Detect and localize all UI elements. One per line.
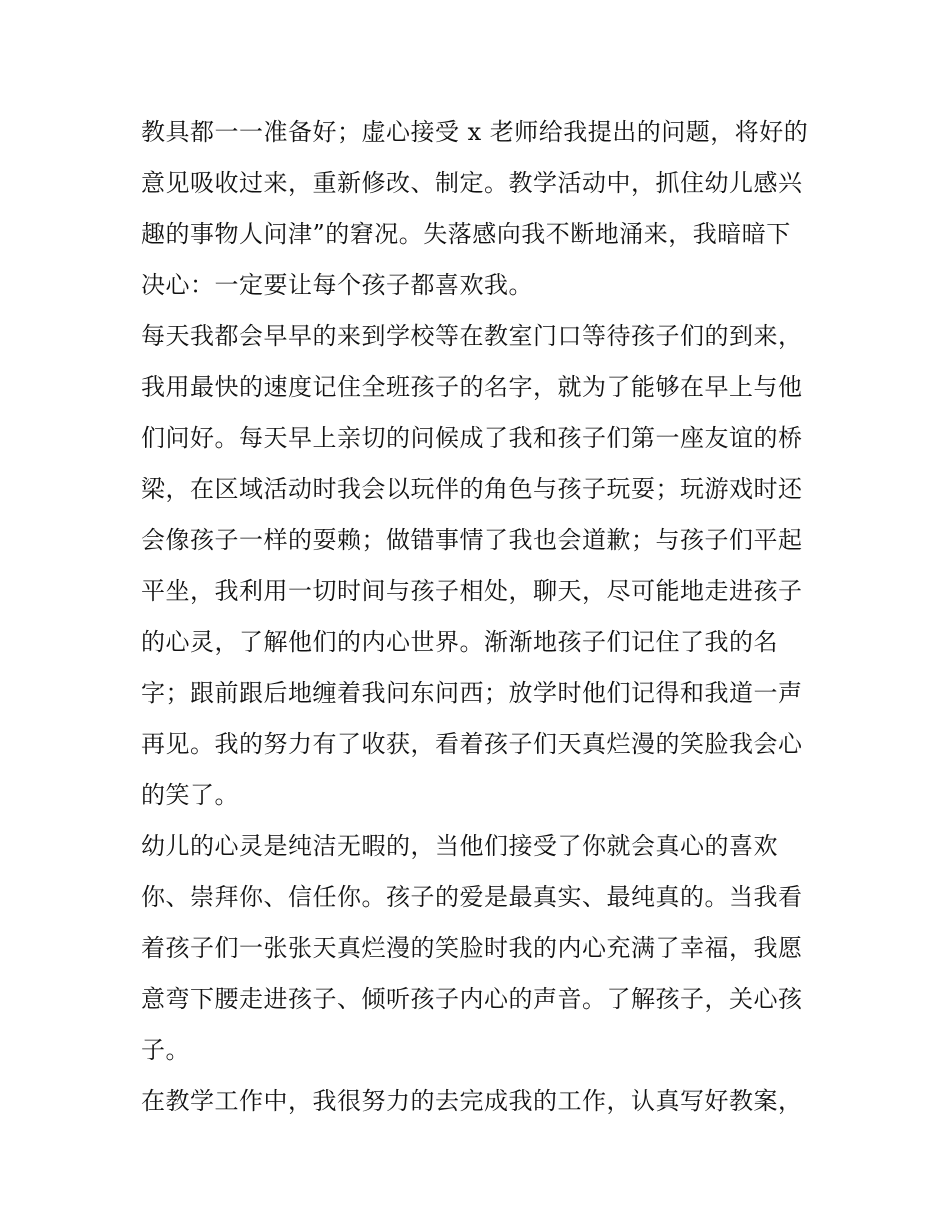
text-line: 字；跟前跟后地缠着我问东问西；放学时他们记得和我道一声: [141, 679, 803, 707]
text-line: 会像孩子一样的耍赖；做错事情了我也会道歉；与孩子们平起: [141, 526, 803, 554]
text-line: 着孩子们一张张天真烂漫的笑脸时我的内心充满了幸福，我愿: [141, 934, 803, 962]
text-line: 意见吸收过来，重新修改、制定。教学活动中，抓住幼儿感兴: [141, 169, 803, 197]
text-line: 再见。我的努力有了收获，看着孩子们天真烂漫的笑脸我会心: [141, 730, 803, 758]
text-line: 趣的事物人问津”的窘况。失落感向我不断地涌来，我暗暗下: [141, 220, 791, 248]
text-line: 每天我都会早早的来到学校等在教室门口等待孩子们的到来，: [141, 322, 803, 350]
text-line: 幼儿的心灵是纯洁无暇的，当他们接受了你就会真心的喜欢: [141, 832, 778, 860]
text-line: 的心灵，了解他们的内心世界。渐渐地孩子们记住了我的名: [141, 628, 778, 656]
text-line: 子。: [141, 1036, 190, 1064]
text-line: 决心：一定要让每个孩子都喜欢我。: [141, 271, 533, 299]
text-line: 教具都一一准备好；虚心接受 x 老师给我提出的问题，将好的: [141, 118, 809, 146]
text-line: 们问好。每天早上亲切的问候成了我和孩子们第一座友谊的桥: [141, 424, 803, 452]
text-line: 你、崇拜你、信任你。孩子的爱是最真实、最纯真的。当我看: [141, 883, 803, 911]
text-line: 我用最快的速度记住全班孩子的名字，就为了能够在早上与他: [141, 373, 803, 401]
text-line: 平坐，我利用一切时间与孩子相处，聊天，尽可能地走进孩子: [141, 577, 803, 605]
text-line: 意弯下腰走进孩子、倾听孩子内心的声音。了解孩子，关心孩: [141, 985, 803, 1013]
body-text: [141, 107, 821, 1127]
text-line: 在教学工作中，我很努力的去完成我的工作，认真写好教案，: [141, 1087, 803, 1115]
text-line: 的笑了。: [141, 781, 239, 809]
text-line: 梁，在区域活动时我会以玩伴的角色与孩子玩耍；玩游戏时还: [141, 475, 803, 503]
